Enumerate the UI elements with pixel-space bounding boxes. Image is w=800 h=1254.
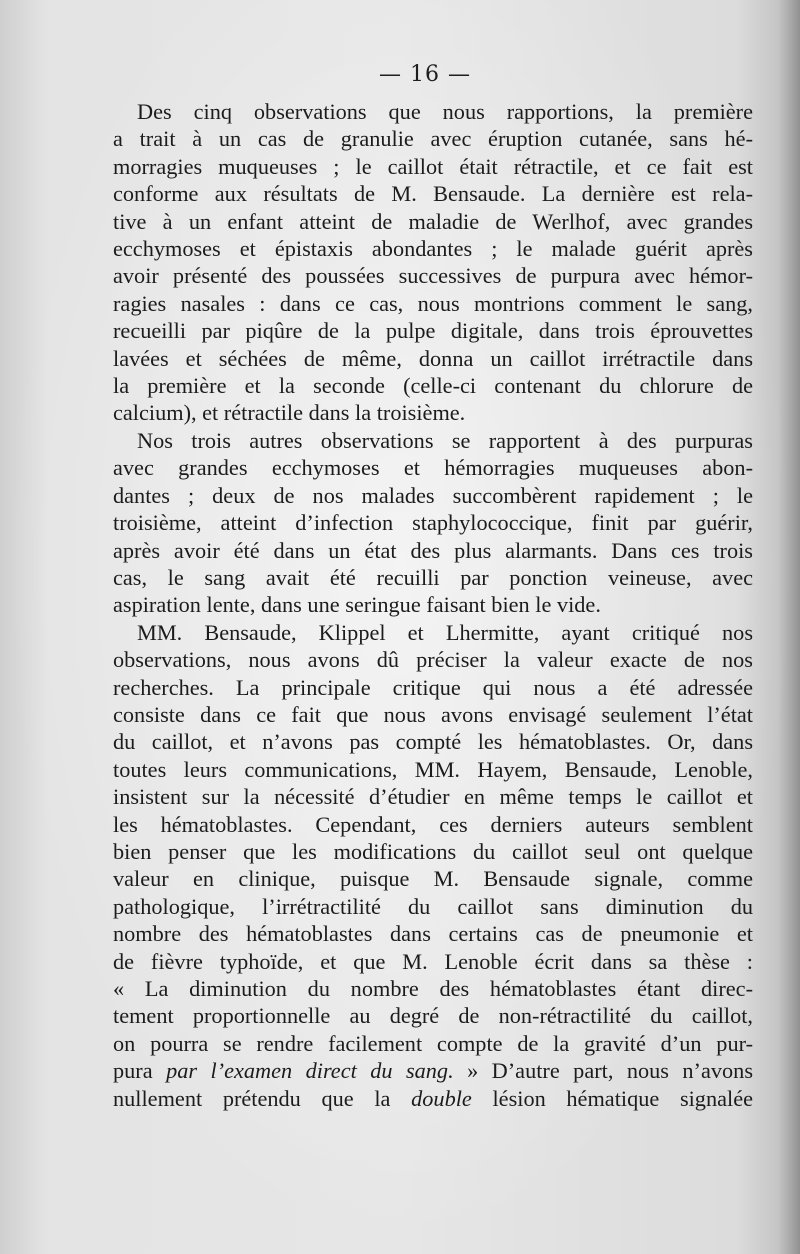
text-line: du caillot, et n’avons pas compté les hématoblastes. Or, dans <box>113 729 753 755</box>
text-line: Des cinq observations que nous rapportions, la première <box>137 99 753 124</box>
text-line: tive à un enfant atteint de maladie de Werlhof, avec grandes <box>113 208 753 234</box>
text-segment: » D’autre part, nous n’avons <box>467 1058 753 1084</box>
text-line: consiste dans ce fait que nous avons envisagé seulement l’état <box>113 701 753 727</box>
text-line: lavées et séchées de même, donna un caillot irrétractile dans <box>113 345 753 371</box>
text-line: a trait à un cas de granulie avec éruption cutanée, sans hé- <box>113 126 753 152</box>
text-line: avoir présenté des poussées successives de purpura avec hémor- <box>113 263 753 289</box>
text-line: de fièvre typhoïde, et que M. Lenoble écrit dans sa thèse : <box>113 948 753 974</box>
text-segment: lésion hématique signalée <box>492 1085 753 1111</box>
text-line: Nos trois autres observations se rapportent à des purpuras <box>137 427 753 453</box>
text-line: recherches. La principale critique qui nous a été adressée <box>113 674 753 700</box>
text-line: cas, le sang avait été recuilli par ponction veineuse, avec <box>113 564 753 590</box>
text-line: morragies muqueuses ; le caillot était rétractile, et ce fait est <box>113 153 753 179</box>
text-line: tement proportionnelle au degré de non-rétractilité du caillot, <box>113 1003 753 1029</box>
text-line: aspiration lente, dans une seringue faisant bien le vide. <box>113 592 601 618</box>
italic-text: par l’examen direct du sang. <box>166 1058 454 1084</box>
text-line: MM. Bensaude, Klippel et Lhermitte, ayant critiqué nos <box>137 619 753 645</box>
text-line: recueilli par piqûre de la pulpe digitale, dans trois éprouvettes <box>113 318 753 344</box>
text-line: observations, nous avons dû préciser la valeur exacte de nos <box>113 647 753 673</box>
italic-text: double <box>411 1085 472 1111</box>
text-line: ragies nasales : dans ce cas, nous montrions comment le sang, <box>113 290 753 316</box>
text-line: dantes ; deux de nos malades succombèrent rapidement ; le <box>113 482 753 508</box>
text-segment: nullement prétendu que la <box>113 1085 391 1111</box>
text-line: ecchymoses et épistaxis abondantes ; le malade guérit après <box>113 236 753 262</box>
text-line: calcium), et rétractile dans la troisième. <box>113 400 466 426</box>
text-line: nombre des hématoblastes dans certains cas de pneumonie et <box>113 921 753 947</box>
body-text <box>113 98 753 1112</box>
text-line <box>113 1085 753 1112</box>
text-segment: pura <box>113 1058 153 1084</box>
text-line: toutes leurs communications, MM. Hayem, Bensaude, Lenoble, <box>113 756 753 782</box>
text-line: après avoir été dans un état des plus alarmants. Dans ces trois <box>113 537 753 563</box>
text-line: valeur en clinique, puisque M. Bensaude signale, comme <box>113 866 753 892</box>
text-line: « La diminution du nombre des hématoblastes étant direc- <box>113 976 753 1001</box>
text-line: on pourra se rendre facilement compte de la gravité d’un pur- <box>113 1030 753 1056</box>
text-line: la première et la seconde (celle-ci contenant du chlorure de <box>113 373 753 399</box>
text-line: avec grandes ecchymoses et hémorragies muqueuses abon- <box>113 455 753 481</box>
text-line <box>113 1057 753 1084</box>
page-edge-shadow <box>778 0 800 1254</box>
text-line: les hématoblastes. Cependant, ces derniers auteurs semblent <box>113 811 753 837</box>
page-number: — 16 — <box>379 62 471 87</box>
text-line: bien penser que les modifications du caillot seul ont quelque <box>113 838 753 864</box>
text-line: pathologique, l’irrétractilité du caillot sans diminution du <box>113 893 753 919</box>
text-line: insistent sur la nécessité d’étudier en même temps le caillot et <box>113 784 753 810</box>
text-line: conforme aux résultats de M. Bensaude. La dernière est rela- <box>113 181 753 207</box>
text-line: troisième, atteint d’infection staphylococcique, finit par guérir, <box>113 510 753 536</box>
